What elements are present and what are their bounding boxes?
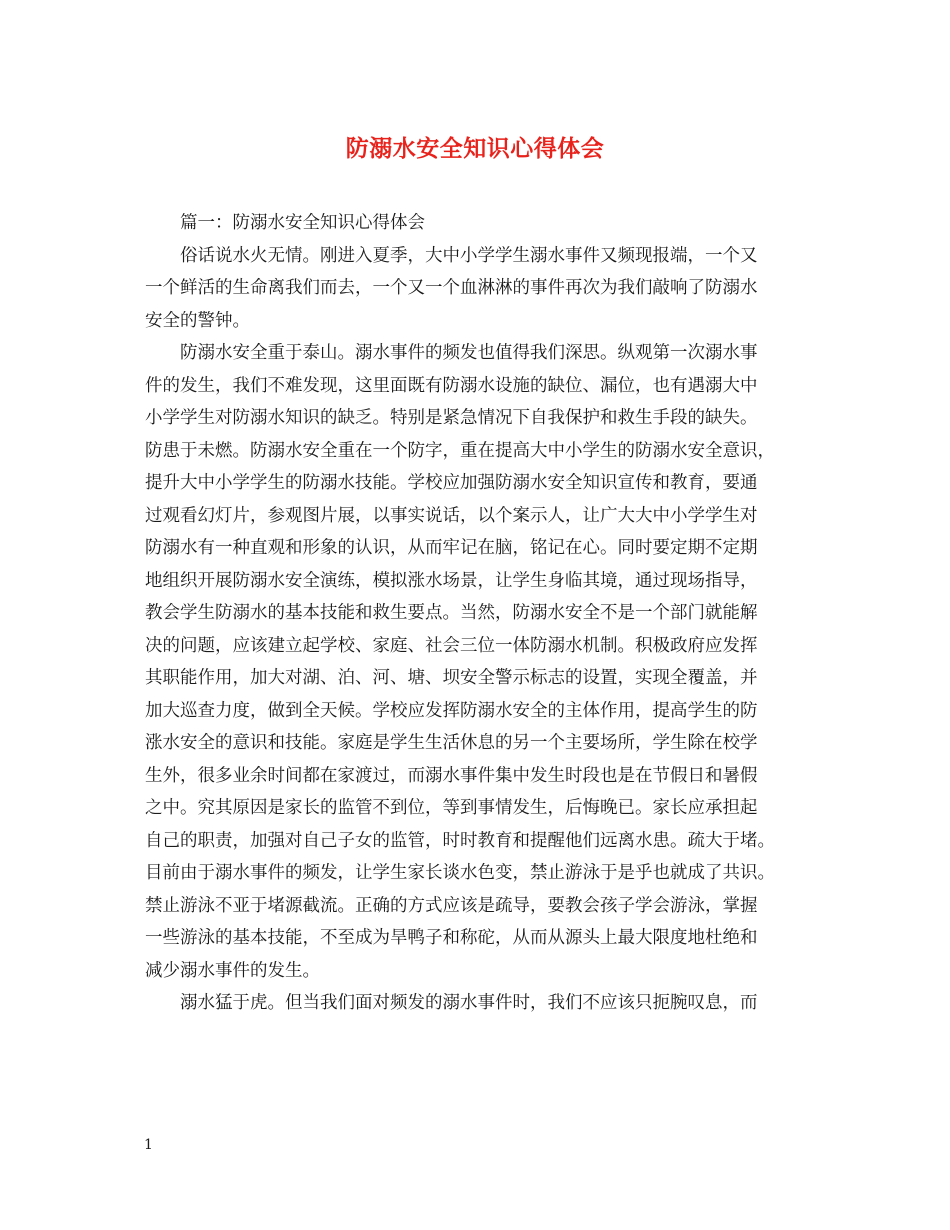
paragraph-line: 决的问题，应该建立起学校、家庭、社会三位一体防溺水机制。积极政府应发挥 (145, 635, 758, 656)
paragraph-line: 加大巡查力度，做到全天候。学校应发挥防溺水安全的主体作用，提高学生的防 (145, 700, 758, 721)
paragraph-line: 俗话说水火无情。刚进入夏季，大中小学学生溺水事件又频现报端，一个又 (180, 245, 758, 266)
paragraph-line: 禁止游泳不亚于堵源截流。正确的方式应该是疏导，要教会孩子学会游泳，掌握 (145, 895, 758, 916)
paragraph-line: 提升大中小学学生的防溺水技能。学校应加强防溺水安全知识宣传和教育，要通 (145, 473, 758, 493)
paragraph-line: 防患于未燃。防溺水安全重在一个防字，重在提高大中小学生的防溺水安全意识， (145, 440, 775, 461)
paragraph-line: 自己的职责，加强对自己子女的监管，时时教育和提醒他们远离水患。疏大于堵。 (145, 830, 775, 851)
section-heading: 篇一：防溺水安全知识心得体会 (180, 213, 425, 233)
paragraph-line: 生外，很多业余时间都在家渡过，而溺水事件集中发生时段也是在节假日和暑假 (145, 765, 758, 786)
paragraph-line: 其职能作用，加大对湖、泊、河、塘、坝安全警示标志的设置，实现全覆盖，并 (145, 668, 758, 688)
paragraph-line: 防溺水有一种直观和形象的认识，从而牢记在脑，铭记在心。同时要定期不定期 (145, 538, 758, 558)
paragraph-line: 一个鲜活的生命离我们而去，一个又一个血淋淋的事件再次为我们敲响了防溺水 (145, 278, 758, 298)
paragraph-line: 小学学生对防溺水知识的缺乏。特别是紧急情况下自我保护和救生手段的缺失。 (145, 408, 758, 428)
paragraph-line: 过观看幻灯片，参观图片展，以事实说话，以个案示人，让广大大中小学学生对 (145, 505, 758, 526)
paragraph-line: 溺水猛于虎。但当我们面对频发的溺水事件时，我们不应该只扼腕叹息，而 (180, 993, 758, 1013)
paragraph-line: 安全的警钟。 (145, 310, 250, 331)
paragraph-line: 目前由于溺水事件的频发，让学生家长谈水色变，禁止游泳于是乎也就成了共识。 (145, 863, 775, 883)
page-number: 1 (144, 1137, 153, 1153)
paragraph-line: 之中。究其原因是家长的监管不到位，等到事情发生，后悔晚已。家长应承担起 (145, 798, 758, 818)
paragraph-line: 减少溺水事件的发生。 (145, 960, 320, 981)
document-title: 防溺水安全知识心得体会 (345, 135, 605, 162)
paragraph-line: 防溺水安全重于泰山。溺水事件的频发也值得我们深思。纵观第一次溺水事 (180, 343, 758, 363)
paragraph-line: 件的发生，我们不难发现，这里面既有防溺水设施的缺位、漏位，也有遇溺大中 (145, 375, 758, 396)
paragraph-line: 一些游泳的基本技能，不至成为旱鸭子和称砣，从而从源头上最大限度地杜绝和 (145, 928, 758, 948)
paragraph-line: 地组织开展防溺水安全演练，模拟涨水场景，让学生身临其境，通过现场指导， (145, 570, 758, 591)
document-body (145, 207, 825, 1020)
paragraph-line: 涨水安全的意识和技能。家庭是学生生活休息的另一个主要场所，学生除在校学 (145, 733, 758, 753)
paragraph-line: 教会学生防溺水的基本技能和救生要点。当然，防溺水安全不是一个部门就能解 (145, 603, 758, 623)
